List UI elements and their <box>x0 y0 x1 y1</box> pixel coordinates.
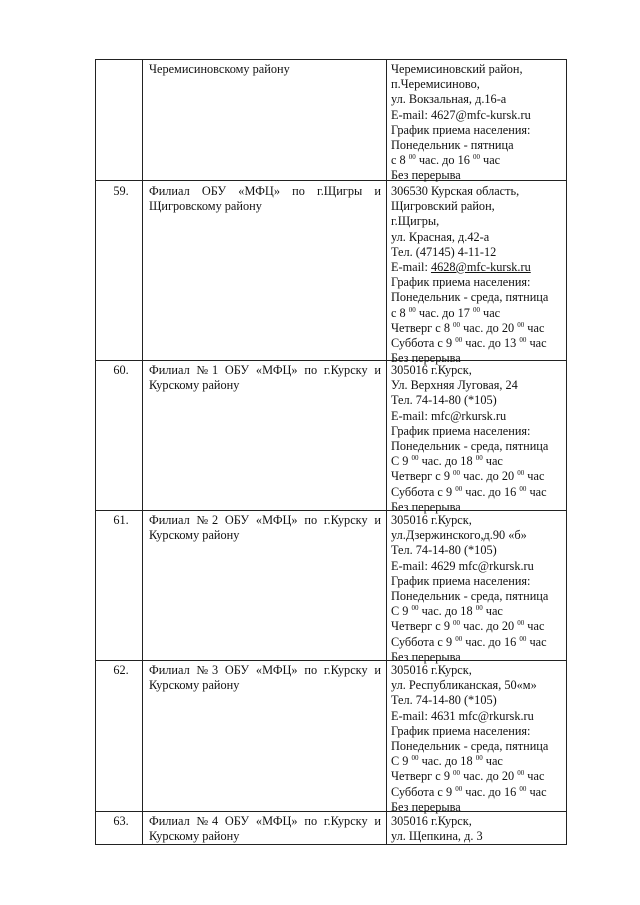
address-line: Ул. Верхняя Луговая, 24 <box>391 378 518 393</box>
address-line: Щигровский район, <box>391 199 495 214</box>
branch-name: Филиал №3 ОБУ «МФЦ» по г.Курску и Курскому району <box>149 663 381 693</box>
branch-address <box>391 363 548 515</box>
address-line: Четверг с 8 $^{00}$ час. до 20 $^{00}$ час <box>391 320 545 335</box>
branch-address <box>391 663 548 815</box>
address-line: С 9 $^{00}$ час. до 18 $^{00}$ час <box>391 454 503 469</box>
row-number: 63. <box>113 814 129 828</box>
address-line: С 9 $^{00}$ час. до 18 $^{00}$ час <box>391 754 503 769</box>
table-border-right <box>566 59 567 845</box>
row-number: 61. <box>113 513 129 527</box>
table-border-left <box>95 59 96 845</box>
email-link[interactable]: 4628@mfc-kursk.ru <box>430 259 531 274</box>
branch-name: Черемисиновскому району <box>149 62 290 76</box>
address-line: Понедельник - среда, пятница <box>391 438 549 453</box>
address-line: Понедельник - среда, пятница <box>391 290 549 305</box>
column-divider-1 <box>142 59 143 845</box>
address-line: График приема населения: <box>391 723 531 738</box>
address-line: ул.Дзержинского,д.90 «б» <box>391 528 527 543</box>
address-line: Без перерыва <box>391 649 461 664</box>
address-line: п.Черемисиново, <box>391 77 480 92</box>
branch-address <box>391 513 548 665</box>
address-line: График приема населения: <box>391 122 531 137</box>
address-line: График приема населения: <box>391 423 531 438</box>
address-line: с 8 $^{00}$ час. до 16 $^{00}$ час <box>391 153 501 168</box>
address-line: ул. Вокзальная, д.16-а <box>391 92 507 107</box>
address-line: Четверг с 9 $^{00}$ час. до 20 $^{00}$ час <box>391 619 545 634</box>
address-line: Тел. 74-14-80 (*105) <box>391 393 497 408</box>
row-number: 60. <box>113 363 129 377</box>
address-line: ул. Республиканская, 50«м» <box>391 678 537 693</box>
address-line: г.Щигры, <box>391 214 440 229</box>
address-line: Четверг с 9 $^{00}$ час. до 20 $^{00}$ час <box>391 469 545 484</box>
address-line: 305016 г.Курск, <box>391 363 472 377</box>
column-divider-2 <box>386 59 387 845</box>
address-line: График приема населения: <box>391 275 531 290</box>
branch-address <box>391 814 483 844</box>
address-line: E-mail: 4628@mfc-kursk.ru <box>391 259 531 274</box>
address-line: Без перерыва <box>391 168 461 183</box>
address-line: 306530 Курская область, <box>391 184 520 198</box>
branch-name: Филиал ОБУ «МФЦ» по г.Щигры и Щигровскому району <box>149 184 381 214</box>
address-line: ул. Щепкина, д. 3 <box>391 829 483 844</box>
address-line: График приема населения: <box>391 573 531 588</box>
address-line: Суббота с 9 $^{00}$ час. до 16 $^{00}$ час <box>391 634 547 649</box>
address-line: Суббота с 9 $^{00}$ час. до 16 $^{00}$ час <box>391 784 547 799</box>
row-border <box>95 59 566 60</box>
address-line: Понедельник - среда, пятница <box>391 588 549 603</box>
branch-name: Филиал №2 ОБУ «МФЦ» по г.Курску и Курскому району <box>149 513 381 543</box>
address-line: С 9 $^{00}$ час. до 18 $^{00}$ час <box>391 604 503 619</box>
address-line: Тел. (47145) 4-11-12 <box>391 244 497 259</box>
address-line: Тел. 74-14-80 (*105) <box>391 543 497 558</box>
branch-name: Филиал №4 ОБУ «МФЦ» по г.Курску и Курскому району <box>149 814 381 844</box>
address-line: Без перерыва <box>391 799 461 814</box>
address-line: E-mail: mfc@rkursk.ru <box>391 408 507 423</box>
address-line: Понедельник - пятница <box>391 137 514 152</box>
address-line: Понедельник - среда, пятница <box>391 738 549 753</box>
address-line: Без перерыва <box>391 351 461 366</box>
address-line: ул. Красная, д.42-а <box>391 229 490 244</box>
address-line: Суббота с 9 $^{00}$ час. до 13 $^{00}$ час <box>391 335 547 350</box>
address-line: Без перерыва <box>391 499 461 514</box>
branch-name: Филиал №1 ОБУ «МФЦ» по г.Курску и Курскому району <box>149 363 381 393</box>
row-number: 59. <box>113 184 129 198</box>
row-number: 62. <box>113 663 129 677</box>
address-line: Четверг с 9 $^{00}$ час. до 20 $^{00}$ час <box>391 769 545 784</box>
address-line: 305016 г.Курск, <box>391 814 472 828</box>
branch-address <box>391 184 548 366</box>
address-line: E-mail: 4627@mfc-kursk.ru <box>391 107 531 122</box>
address-line: 305016 г.Курск, <box>391 663 472 677</box>
address-line: с 8 $^{00}$ час. до 17 $^{00}$ час <box>391 305 501 320</box>
address-line: Суббота с 9 $^{00}$ час. до 16 $^{00}$ час <box>391 484 547 499</box>
address-line: E-mail: 4631 mfc@rkursk.ru <box>391 708 534 723</box>
address-line: E-mail: 4629 mfc@rkursk.ru <box>391 558 534 573</box>
address-line: Тел. 74-14-80 (*105) <box>391 693 497 708</box>
address-line: Черемисиновский район, <box>391 62 523 76</box>
address-line: 305016 г.Курск, <box>391 513 472 527</box>
branch-address <box>391 62 531 184</box>
